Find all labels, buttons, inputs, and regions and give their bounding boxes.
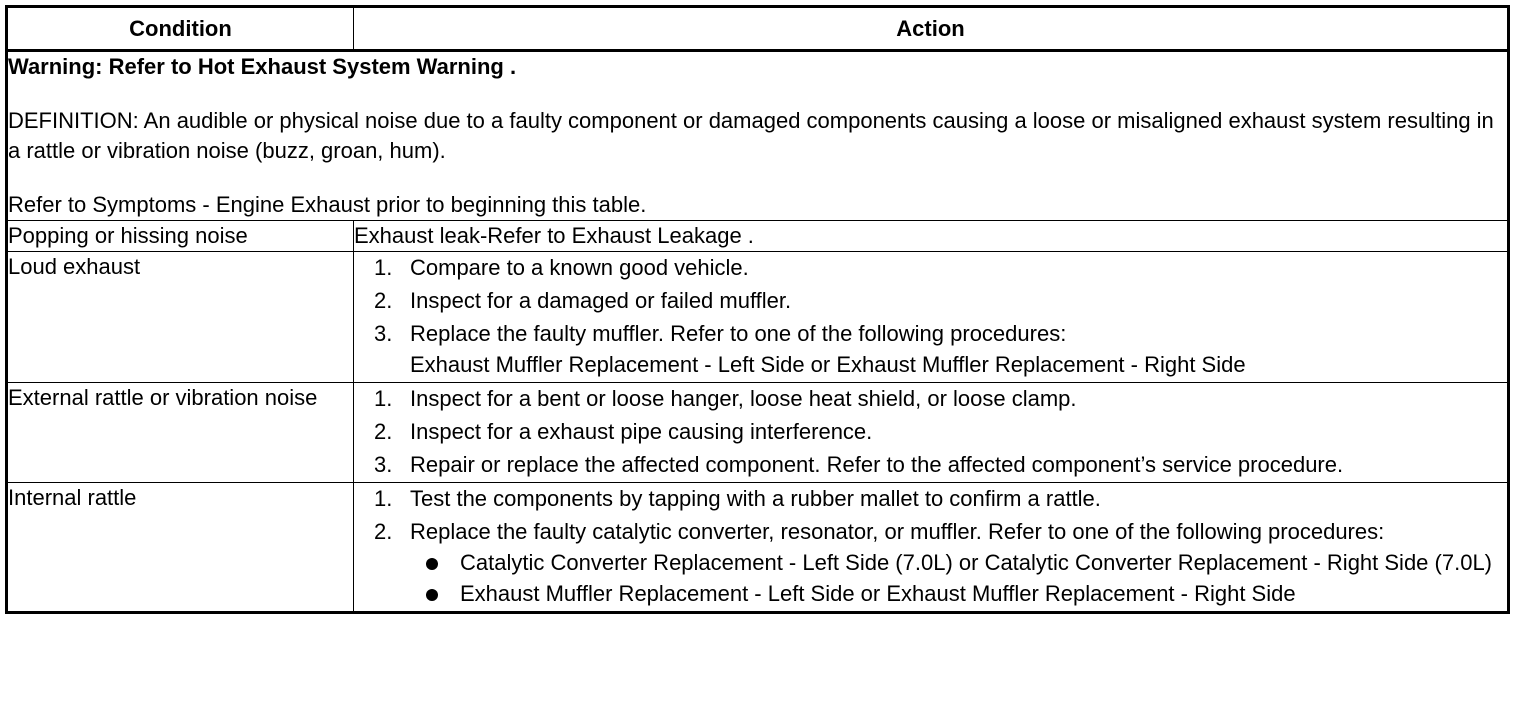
- step-number: 1.: [374, 386, 393, 411]
- procedure-list: [410, 547, 1507, 609]
- definition-text: DEFINITION: An audible or physical noise due to a faulty component or damaged components causing a loose or misaligned exhaust system resulting in a rattle or vibration noise (buzz, groan, hum).: [8, 108, 1494, 163]
- action-cell: [354, 383, 1509, 483]
- step-item: [374, 416, 1507, 447]
- step-number: 2.: [374, 288, 393, 313]
- bullet-icon: [426, 589, 438, 601]
- step-list: [354, 252, 1507, 380]
- step-item: [374, 285, 1507, 316]
- step-number: 2.: [374, 519, 393, 544]
- condition-cell: Internal rattle: [7, 483, 354, 613]
- step-item: [374, 318, 1507, 380]
- table-row: [7, 383, 1509, 483]
- action-header: Action: [354, 7, 1509, 51]
- step-subtext: Exhaust Muffler Replacement - Left Side or Exhaust Muffler Replacement - Right Side: [410, 352, 1246, 377]
- step-text: Test the components by tapping with a rubber mallet to confirm a rattle.: [410, 486, 1101, 511]
- step-list: [354, 483, 1507, 609]
- table-row: [7, 483, 1509, 613]
- step-item: [374, 516, 1507, 609]
- step-text: Repair or replace the affected component. Refer to the affected component’s service procedure.: [410, 452, 1344, 477]
- step-item: [374, 252, 1507, 283]
- action-cell: [354, 252, 1509, 383]
- step-number: 2.: [374, 419, 393, 444]
- warning-text: Warning: Refer to Hot Exhaust System Warning .: [8, 54, 517, 79]
- step-text: Inspect for a exhaust pipe causing interference.: [410, 419, 873, 444]
- procedure-text: Exhaust Muffler Replacement - Left Side or Exhaust Muffler Replacement - Right Side: [460, 581, 1296, 606]
- condition-cell: Popping or hissing noise: [7, 221, 354, 252]
- step-number: 1.: [374, 255, 393, 280]
- header-row: [7, 7, 1509, 51]
- condition-cell: External rattle or vibration noise: [7, 383, 354, 483]
- action-cell: Exhaust leak-Refer to Exhaust Leakage .: [354, 221, 1509, 252]
- step-item: [374, 383, 1507, 414]
- procedure-item: [460, 578, 1507, 609]
- step-item: [374, 449, 1507, 480]
- procedure-item: [460, 547, 1507, 578]
- step-number: 3.: [374, 452, 393, 477]
- table-row: [7, 252, 1509, 383]
- diagnostic-table: [5, 5, 1510, 614]
- condition-header: Condition: [7, 7, 354, 51]
- step-number: 3.: [374, 321, 393, 346]
- intro-row: [7, 51, 1509, 221]
- procedure-text: Catalytic Converter Replacement - Left Side (7.0L) or Catalytic Converter Replacement - Right Side (7.0L): [460, 550, 1493, 575]
- refer-text: Refer to Symptoms - Engine Exhaust prior to beginning this table.: [8, 192, 647, 217]
- step-item: [374, 483, 1507, 514]
- action-cell: [354, 483, 1509, 613]
- step-number: 1.: [374, 486, 393, 511]
- step-text: Replace the faulty muffler. Refer to one of the following procedures:: [410, 321, 1067, 346]
- step-text: Inspect for a damaged or failed muffler.: [410, 288, 792, 313]
- step-list: [354, 383, 1507, 480]
- step-text: Inspect for a bent or loose hanger, loose heat shield, or loose clamp.: [410, 386, 1077, 411]
- step-text: Replace the faulty catalytic converter, resonator, or muffler. Refer to one of the following procedures:: [410, 519, 1385, 544]
- intro-cell: [7, 51, 1509, 221]
- condition-cell: Loud exhaust: [7, 252, 354, 383]
- bullet-icon: [426, 558, 438, 570]
- table-row: [7, 221, 1509, 252]
- step-text: Compare to a known good vehicle.: [410, 255, 749, 280]
